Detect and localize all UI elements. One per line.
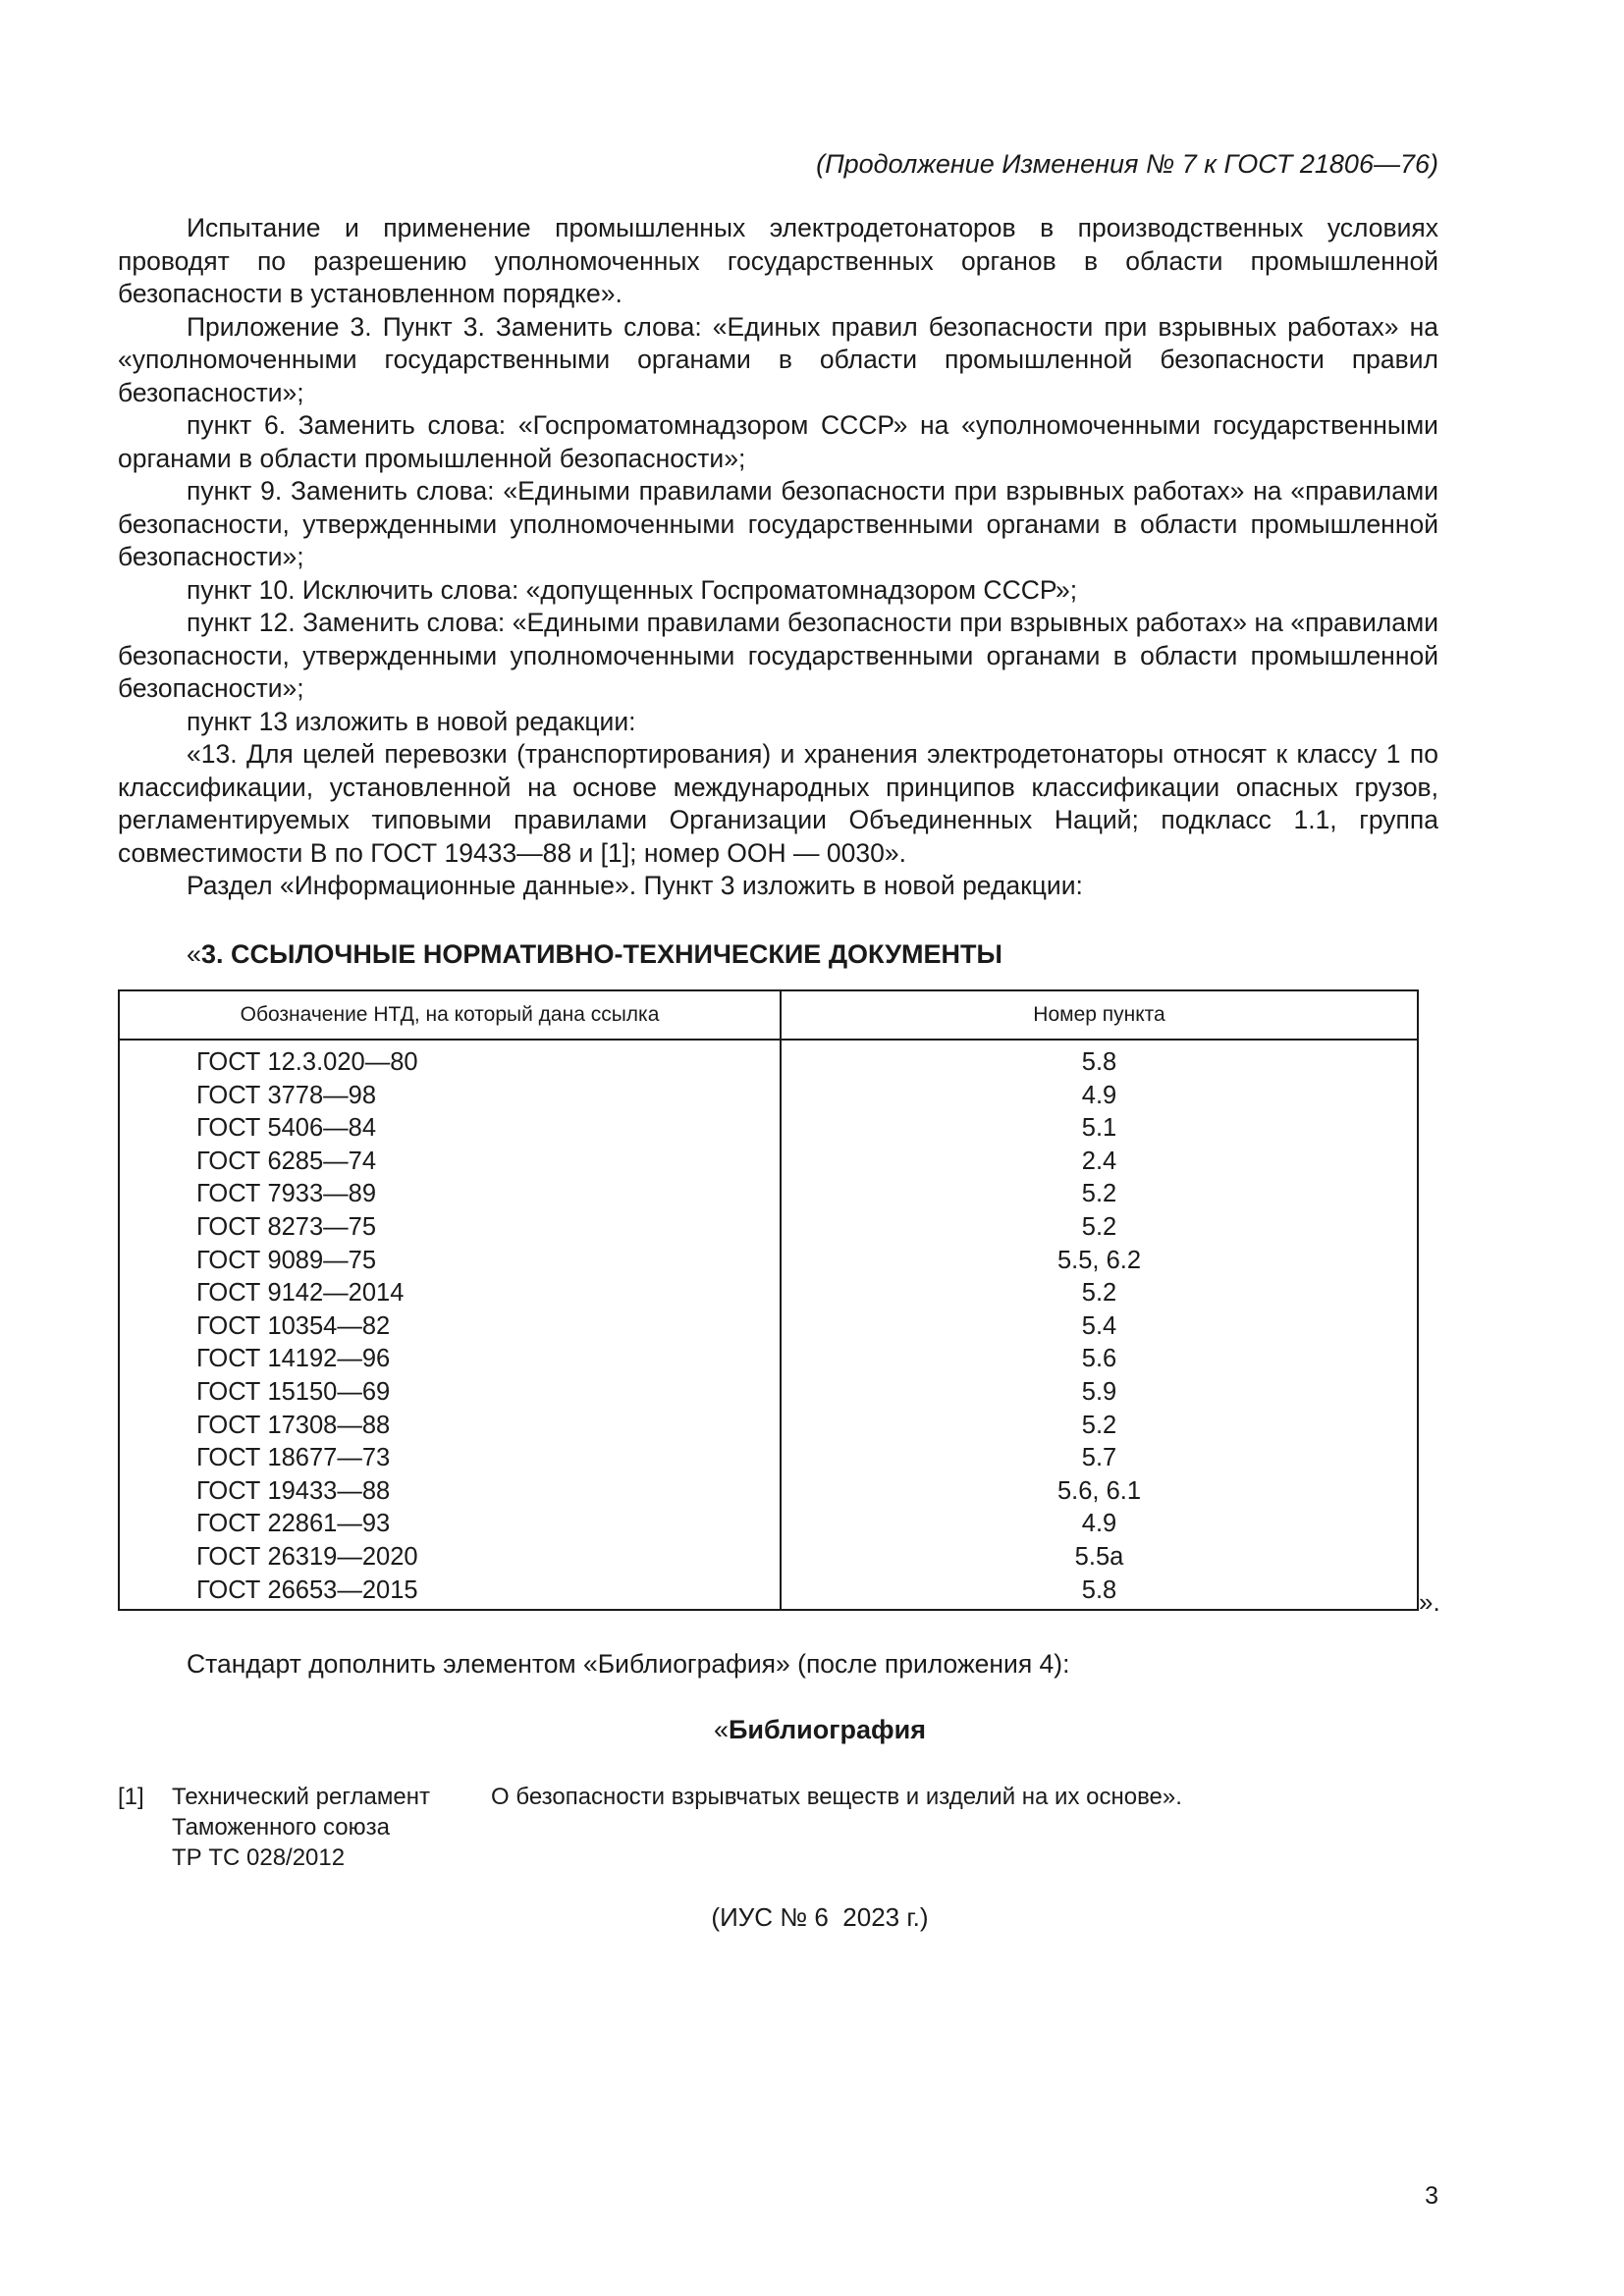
item-cell: 5.2: [781, 1211, 1418, 1245]
references-table: [118, 989, 1419, 1611]
table-header-row: [119, 990, 1418, 1040]
table-row: [119, 1146, 1418, 1179]
item-cell: 5.4: [781, 1310, 1418, 1344]
document-cell: ГОСТ 9089—75: [119, 1245, 781, 1278]
item-cell: 5.8: [781, 1040, 1418, 1080]
table-row: [119, 1410, 1418, 1443]
document-cell: ГОСТ 7933—89: [119, 1178, 781, 1211]
item-cell: 4.9: [781, 1508, 1418, 1541]
column-header-item: Номер пункта: [781, 990, 1418, 1040]
paragraph: «13. Для целей перевозки (транспортирования) и хранения электродетонаторы относят к классу 1 по классификации, установленной на основе международных принципов классификации опасных грузов, регламентируемых типовыми правилами Организации Объединенных Наций; подкласс 1.1, группа совместимости В по ГОСТ 19433—88 и [1]; номер ООН — 0030».: [118, 739, 1438, 868]
table-row: [119, 1475, 1418, 1509]
column-header-document: Обозначение НТД, на который дана ссылка: [119, 990, 781, 1040]
paragraph: пункт 13 изложить в новой редакции:: [187, 706, 636, 736]
table-row: [119, 1575, 1418, 1611]
document-cell: ГОСТ 26653—2015: [119, 1575, 781, 1611]
entry-document: Технический регламент Таможенного союза ТР ТС 028/2012: [172, 1784, 430, 1871]
document-cell: ГОСТ 8273—75: [119, 1211, 781, 1245]
amendment-text: [118, 212, 1438, 903]
document-cell: ГОСТ 10354—82: [119, 1310, 781, 1344]
ius-reference: (ИУС № 6 2023 г.): [711, 1902, 929, 1932]
document-cell: ГОСТ 12.3.020—80: [119, 1040, 781, 1080]
document-cell: ГОСТ 9142—2014: [119, 1277, 781, 1310]
document-cell: ГОСТ 18677—73: [119, 1442, 781, 1475]
entry-title: О безопасности взрывчатых веществ и изделий на их основе».: [491, 1784, 1182, 1810]
item-cell: 5.2: [781, 1410, 1418, 1443]
paragraph: пункт 6. Заменить слова: «Госпроматомнадзором СССР» на «уполномоченными государственными органами в области промышленной безопасности»;: [118, 410, 1438, 473]
table-row: [119, 1245, 1418, 1278]
table-row: [119, 1040, 1418, 1080]
entry-number: [1]: [118, 1784, 144, 1810]
item-cell: 5.9: [781, 1376, 1418, 1410]
bibliography-heading: [118, 1713, 1522, 1746]
paragraph: пункт 10. Исключить слова: «допущенных Госпроматомнадзором СССР»;: [187, 574, 1078, 605]
supplement-instruction: Стандарт дополнить элементом «Библиография» (после приложения 4):: [187, 1649, 1070, 1679]
table-row: [119, 1541, 1418, 1575]
item-cell: 5.8: [781, 1575, 1418, 1611]
document-cell: ГОСТ 22861—93: [119, 1508, 781, 1541]
open-quote: «: [187, 939, 202, 969]
item-cell: 5.6: [781, 1343, 1418, 1376]
item-cell: 4.9: [781, 1080, 1418, 1113]
table-row: [119, 1277, 1418, 1310]
paragraph: Испытание и применение промышленных электродетонаторов в производственных условиях проводят по разрешению уполномоченных государственных органов в области промышленной безопасности в установленном порядке».: [118, 213, 1438, 308]
running-header: (Продолжение Изменения № 7 к ГОСТ 21806—76): [816, 149, 1438, 179]
document-cell: ГОСТ 6285—74: [119, 1146, 781, 1179]
item-cell: 5.2: [781, 1277, 1418, 1310]
document-page: [118, 0, 1438, 2296]
item-cell: 5.6, 6.1: [781, 1475, 1418, 1509]
paragraph: Приложение 3. Пункт 3. Заменить слова: «Единых правил безопасности при взрывных работах» на «уполномоченными государственными органами в области промышленной безопасности правил безопасности»;: [118, 311, 1438, 407]
table-row: [119, 1112, 1418, 1146]
document-cell: ГОСТ 5406—84: [119, 1112, 781, 1146]
document-cell: ГОСТ 19433—88: [119, 1475, 781, 1509]
document-cell: ГОСТ 3778—98: [119, 1080, 781, 1113]
document-cell: ГОСТ 17308—88: [119, 1410, 781, 1443]
section-heading: [187, 937, 1002, 971]
table-row: [119, 1442, 1418, 1475]
table-row: [119, 1211, 1418, 1245]
item-cell: 5.5а: [781, 1541, 1418, 1575]
table-row: [119, 1376, 1418, 1410]
table-row: [119, 1343, 1418, 1376]
item-cell: 2.4: [781, 1146, 1418, 1179]
item-cell: 5.5, 6.2: [781, 1245, 1418, 1278]
paragraph: пункт 9. Заменить слова: «Едиными правилами безопасности при взрывных работах» на «правилами безопасности, утвержденными уполномоченными государственными органами в области промышленной безопасности»;: [118, 476, 1438, 571]
table-row: [119, 1178, 1418, 1211]
paragraph: пункт 12. Заменить слова: «Едиными правилами безопасности при взрывных работах» на «правилами безопасности, утвержденными уполномоченными государственными органами в области промышленной безопасности»;: [118, 608, 1438, 703]
item-cell: 5.2: [781, 1178, 1418, 1211]
bibliography-title: Библиография: [729, 1715, 926, 1744]
page-number: 3: [1425, 2182, 1438, 2210]
document-cell: ГОСТ 15150—69: [119, 1376, 781, 1410]
item-cell: 5.7: [781, 1442, 1418, 1475]
section-title: 3. ССЫЛОЧНЫЕ НОРМАТИВНО-ТЕХНИЧЕСКИЕ ДОКУМЕНТЫ: [201, 939, 1002, 969]
item-cell: 5.1: [781, 1112, 1418, 1146]
document-cell: ГОСТ 26319—2020: [119, 1541, 781, 1575]
table-row: [119, 1508, 1418, 1541]
paragraph: Раздел «Информационные данные». Пункт 3 изложить в новой редакции:: [187, 871, 1083, 900]
document-cell: ГОСТ 14192—96: [119, 1343, 781, 1376]
table-close-quote: ».: [1419, 1587, 1440, 1617]
table-row: [119, 1310, 1418, 1344]
table-row: [119, 1080, 1418, 1113]
open-quote: «: [713, 1715, 730, 1744]
